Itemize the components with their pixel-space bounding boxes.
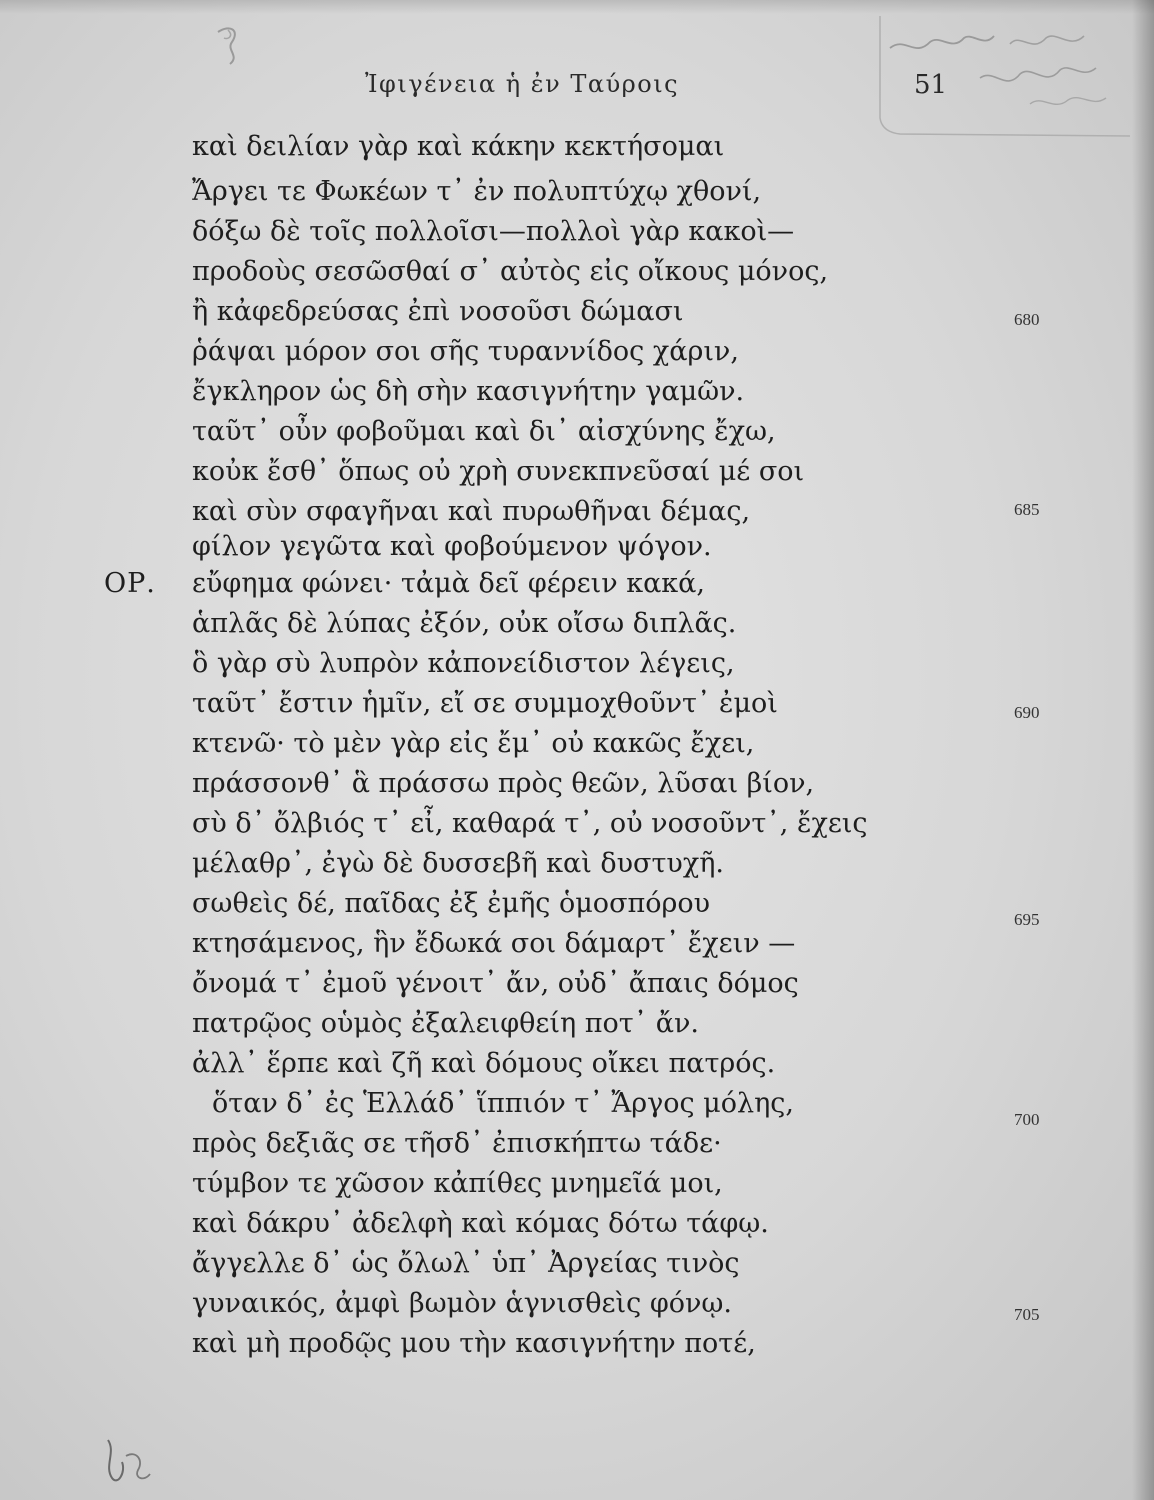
line-number: 705: [1014, 1305, 1040, 1324]
verse-line: μέλαθρ᾽, ἐγὼ δὲ δυσσεβῆ καὶ δυστυχῆ.: [192, 848, 724, 879]
verse-line: ἔγκληρον ὡς δὴ σὴν κασιγνήτην γαμῶν.: [192, 376, 745, 407]
verse-line: κτενῶ· τὸ μὲν γὰρ εἰς ἔμ᾽ οὐ κακῶς ἔχει,: [192, 728, 755, 759]
verse-line: πράσσονθ᾽ ἃ πράσσω πρὸς θεῶν, λῦσαι βίον,: [192, 768, 815, 799]
line-number: 695: [1014, 910, 1040, 929]
verse-line: σωθεὶς δέ, παῖδας ἐξ ἐμῆς ὁμοσπόρου: [192, 888, 711, 919]
verse-line: καὶ σὺν σφαγῆναι καὶ πυρωθῆναι δέμας,: [192, 496, 751, 527]
verse-line: τύμβον τε χῶσον κἀπίθες μνημεῖά μοι,: [192, 1168, 723, 1199]
speaker-label: ΟΡ.: [104, 568, 156, 599]
verse-line: πρὸς δεξιᾶς σε τῆσδ᾽ ἐπισκήπτω τάδε·: [192, 1128, 722, 1159]
verse-line: ἀλλ᾽ ἕρπε καὶ ζῆ καὶ δόμους οἴκει πατρός.: [192, 1048, 776, 1079]
verse-line: δόξω δὲ τοῖς πολλοῖσι—πολλοὶ γὰρ κακοὶ—: [192, 216, 795, 247]
verse-line: ἢ κἀφεδρεύσας ἐπὶ νοσοῦσι δώμασι: [192, 296, 684, 327]
verse-line: Ἄργει τε Φωκέων τ᾽ ἐν πολυπτύχῳ χθονί,: [192, 176, 762, 207]
ink-mark-icon: [96, 1432, 156, 1488]
verse-line: ῥάψαι μόρον σοι σῆς τυραννίδος χάριν,: [192, 336, 739, 367]
verse-line: κοὐκ ἔσθ᾽ ὅπως οὐ χρὴ συνεκπνεῦσαί μέ σοι: [192, 456, 805, 487]
verse-line: ὃ γὰρ σὺ λυπρὸν κἀπονείδιστον λέγεις,: [192, 648, 735, 679]
line-number: 690: [1014, 703, 1040, 722]
pencil-annotation-icon: [860, 8, 1140, 138]
verse-line: πατρῷος οὑμὸς ἐξαλειφθείη ποτ᾽ ἄν.: [192, 1008, 699, 1039]
verse-line: εὔφημα φώνει· τἀμὰ δεῖ φέρειν κακά,: [192, 568, 705, 599]
verse-line: γυναικός, ἀμφὶ βωμὸν ἁγνισθεὶς φόνῳ.: [192, 1288, 732, 1319]
verse-line: καὶ δειλίαν γὰρ καὶ κάκην κεκτήσομαι: [192, 131, 725, 162]
verse-line: φίλον γεγῶτα καὶ φοβούμενον ψόγον.: [192, 531, 712, 562]
verse-line: κτησάμενος, ἣν ἔδωκά σοι δάμαρτ᾽ ἔχειν —: [192, 928, 796, 959]
verse-line: ὅταν δ᾽ ἐς Ἑλλάδ᾽ ἵππιόν τ᾽ Ἄργος μόλης,: [212, 1088, 794, 1119]
verse-line: προδοὺς σεσῶσθαί σ᾽ αὐτὸς εἰς οἴκους μόνος,: [192, 256, 829, 287]
line-number: 685: [1014, 500, 1040, 519]
verse-line: καὶ δάκρυ᾽ ἀδελφὴ καὶ κόμας δότω τάφῳ.: [192, 1208, 769, 1239]
page-number: 51: [914, 70, 948, 100]
verse-line: καὶ μὴ προδῷς μου τὴν κασιγνήτην ποτέ,: [192, 1328, 756, 1359]
verse-line: ταῦτ᾽ οὖν φοβοῦμαι καὶ δι᾽ αἰσχύνης ἔχω,: [192, 416, 776, 447]
verse-line: ἄγγελλε δ᾽ ὡς ὄλωλ᾽ ὑπ᾽ Ἀργείας τινὸς: [192, 1248, 740, 1279]
verse-line: σὺ δ᾽ ὄλβιός τ᾽ εἶ, καθαρά τ᾽, οὐ νοσοῦντ᾽, ἔχεις: [192, 808, 868, 839]
verse-line: ταῦτ᾽ ἔστιν ἡμῖν, εἴ σε συμμοχθοῦντ᾽ ἐμοὶ: [192, 688, 778, 719]
line-number: 700: [1014, 1110, 1040, 1129]
line-number: 680: [1014, 310, 1040, 329]
pencil-mark-icon: [200, 20, 260, 70]
verse-line: ἁπλᾶς δὲ λύπας ἐξόν, οὐκ οἴσω διπλᾶς.: [192, 608, 737, 639]
verse-line: ὄνομά τ᾽ ἐμοῦ γένοιτ᾽ ἄν, οὐδ᾽ ἄπαις δόμος: [192, 968, 799, 999]
running-header-title: Ἰφιγένεια ἡ ἐν Ταύροις: [365, 70, 680, 98]
page-right-shadow: [1132, 0, 1154, 1500]
